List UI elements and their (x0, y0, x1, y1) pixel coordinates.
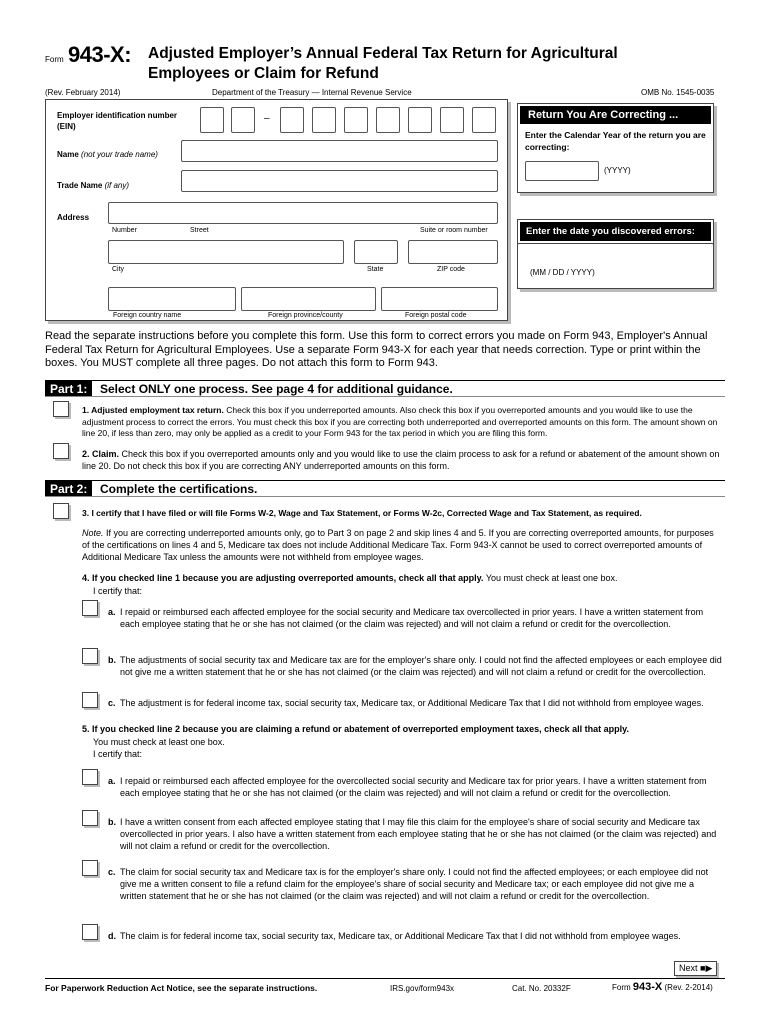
part2-rule (45, 480, 725, 481)
line1-checkbox[interactable] (53, 401, 69, 417)
trade-label-note: (if any) (104, 181, 130, 190)
l5a-letter: a. (108, 776, 116, 786)
ein-label (57, 110, 177, 132)
line4-heading: 4. If you checked line 1 because you are adjusting overreported amounts, check all that apply. (82, 573, 484, 583)
zip-field[interactable] (408, 240, 498, 264)
ein-digit-6[interactable] (376, 107, 400, 133)
zip-label: ZIP code (437, 266, 465, 273)
ein-digit-7[interactable] (408, 107, 432, 133)
part2-rule-under (45, 496, 725, 497)
line2-heading: 2. Claim. (82, 449, 120, 459)
part1-rule (45, 380, 725, 381)
ein-digit-3[interactable] (280, 107, 304, 133)
part2-label: Part 2: (45, 481, 92, 497)
discovered-heading: Enter the date you discovered errors: (520, 222, 711, 241)
footer-rev: (Rev. 2-2014) (664, 983, 713, 992)
line5c-checkbox[interactable] (82, 860, 98, 876)
line4c-checkbox[interactable] (82, 692, 98, 708)
trade-name-label (57, 181, 129, 190)
ein-digit-8[interactable] (440, 107, 464, 133)
state-label: State (367, 266, 384, 273)
line5d-letter (108, 930, 116, 942)
line5a-checkbox[interactable] (82, 769, 98, 785)
name-field[interactable] (181, 140, 498, 162)
number-label: Number (112, 227, 137, 234)
trade-name-field[interactable] (181, 170, 498, 192)
line4a-text: I repaid or reimbursed each affected employee for the social security and Medicare tax overcollected in prior years. I have a written statement from each employee stating that he or she has not claimed (or the claim was rejected) and will not claim a refund or credit for the overcollection. (120, 607, 704, 629)
line5a-text: I repaid or reimbursed each affected employee for the overcollected social security and Medicare tax for prior years. I have a written statement from each employee stating that he or she has not claimed (or the claim was rejected) and will not claim a refund or credit for the overcollection. (120, 776, 707, 798)
trade-label-text: Trade Name (57, 181, 103, 190)
form-number: 943-X: (68, 42, 132, 67)
foreign-postal-label: Foreign postal code (405, 312, 467, 319)
street-label: Street (190, 227, 209, 234)
line5-must: You must check at least one box. (93, 737, 225, 747)
line5d-text: The claim is for federal income tax, social security tax, Medicare tax, or Additional Medicare Tax that I did not withhold from employee wages. (120, 931, 681, 941)
form-title (148, 44, 618, 84)
line5d-checkbox[interactable] (82, 924, 98, 940)
correcting-year-field[interactable] (525, 161, 599, 181)
line4-text (82, 572, 722, 584)
part1-title: Select ONLY one process. See page 4 for additional guidance. (100, 382, 453, 396)
line4b-text: The adjustments of social security tax and Medicare tax are for the employer's share only. I could not find the affected employees or each employee did not give me a written statement that he or she has not claimed (or the claim was rejected) and will not claim a refund or credit for the overcollection. (120, 655, 722, 677)
foreign-postal-field[interactable] (381, 287, 498, 311)
paperwork-notice: For Paperwork Reduction Act Notice, see the separate instructions. (45, 983, 318, 993)
intro-paragraph: Read the separate instructions before you complete this form. Use this form to correct errors you made on Form 943, Employer's Annual Federal Tax Return for Agricultural Employees. Use a separate Form 943-X for each year that needs correction. Type or print within the boxes. You MUST complete all three pages. Do not attach this form to Form 943. (45, 330, 708, 369)
address-street-field[interactable] (108, 202, 498, 224)
city-field[interactable] (108, 240, 344, 264)
line5c-letter (108, 866, 116, 878)
l4b-letter: b. (108, 655, 116, 665)
line5b-letter (108, 816, 116, 828)
part1-label: Part 1: (45, 381, 92, 397)
name-label (57, 150, 158, 159)
cat-number: Cat. No. 20332F (512, 984, 571, 993)
note-word: Note. (82, 528, 104, 538)
ein-digit-1[interactable] (200, 107, 224, 133)
foreign-country-label: Foreign country name (113, 312, 182, 319)
line4b-checkbox[interactable] (82, 648, 98, 664)
state-field[interactable] (354, 240, 398, 264)
line3-checkbox[interactable] (53, 503, 69, 519)
line4a-letter (108, 606, 116, 618)
line5c-text: The claim for social security tax and Medicare tax is for the employer's share only. I could not find the affected employees; or each employee did not give me a written consent to file a refund claim for the employee's share of social security and Medicare tax; or each employee did not give me a written statement that he or she has not claimed (or the claim was rejected) and will not claim a refund or credit for the overcollection. (120, 867, 709, 901)
l5c-letter: c. (108, 867, 116, 877)
correcting-heading: Return You Are Correcting ... (520, 106, 711, 124)
omb-number: OMB No. 1545-0035 (641, 88, 715, 97)
line3-text: 3. I certify that I have filed or will file Forms W-2, Wage and Tax Statement, or Forms W-2c, Corrected Wage and Tax Statement, as required. (82, 508, 642, 518)
l4a-letter: a. (108, 607, 116, 617)
line5a-letter (108, 775, 116, 787)
line5b-text: I have a written consent from each affected employee stating that I may file this claim for the employee's share of social security and Medicare tax overcollected in prior years. I also have a written statement from each employee stating that he or she has not claimed (or the claim was rejected) and will not claim a refund or credit for the overcollection. (120, 817, 717, 851)
title-line-2: Employees or Claim for Refund (148, 65, 379, 82)
name-label-note: (not your trade name) (81, 150, 158, 159)
footer-form-word: Form (612, 983, 631, 992)
line1-text (82, 405, 722, 440)
ein-label-line1: Employer identification number (57, 111, 178, 120)
city-label: City (112, 266, 125, 273)
address-label: Address (57, 213, 90, 222)
next-label: Next (679, 963, 698, 973)
footer-form-id (612, 981, 713, 993)
l5d-letter: d. (108, 931, 116, 941)
foreign-province-field[interactable] (241, 287, 376, 311)
ein-digit-5[interactable] (344, 107, 368, 133)
line4b-letter (108, 654, 116, 666)
correcting-instruction: Enter the Calendar Year of the return you are correcting: (525, 130, 706, 152)
line5-certify: I certify that: (93, 749, 143, 759)
line1-heading: 1. Adjusted employment tax return. (82, 405, 224, 415)
discovered-date-field[interactable] (517, 243, 714, 289)
line5-text (82, 723, 722, 735)
foreign-province-label: Foreign province/county (268, 312, 343, 319)
foreign-country-field[interactable] (108, 287, 236, 311)
date-hint: (MM / DD / YYYY) (530, 268, 595, 277)
department: Department of the Treasury — Internal Revenue Service (212, 88, 412, 97)
suite-label: Suite or room number (420, 227, 488, 234)
line5-heading: 5. If you checked line 2 because you are claiming a refund or abatement of overreported employment taxes, check all that apply. (82, 724, 630, 734)
note-body: If you are correcting underreported amounts only, go to Part 3 on page 2 and skip lines 4 and 5. If you are correcting overreported amounts, for purposes of the certifications on lines 4 and 5, Medicare tax does not include Additional Medicare Tax. Form 943-X cannot be used to correct overreported amounts of Additional Medicare Tax unless the amounts were not withheld from employee wages. (82, 528, 714, 562)
line1-body: Check this box if you underreported amounts. Also check this box if you overreported amounts and you would like to use the adjustment process to correct the errors. You must check this box if you are correcting both underreported and overreported amounts on this form. The amount shown on line 20, if less than zero, may only be applied as a credit to your Form 943 for the tax period in which you are filing this form. (82, 405, 718, 438)
next-button[interactable] (674, 961, 717, 976)
l4c-letter: c. (108, 698, 116, 708)
line4c-letter (108, 697, 116, 709)
line2-checkbox[interactable] (53, 443, 69, 459)
line2-body: Check this box if you overreported amounts only and you would like to use the claim process to ask for a refund or abatement of the amount shown on line 20. Do not check this box if you are correcting ANY underreported amounts on this form. (82, 449, 720, 471)
title-line-1: Adjusted Employer’s Annual Federal Tax Return for Agricultural (148, 45, 618, 62)
line4a-checkbox[interactable] (82, 600, 98, 616)
ein-digit-9[interactable] (472, 107, 496, 133)
part1-rule-under (45, 396, 725, 397)
next-arrow-icon: ■▶ (700, 963, 713, 973)
footer-rule (45, 978, 725, 979)
year-hint: (YYYY) (604, 166, 631, 175)
form-word: Form (45, 55, 64, 64)
line4-certify: I certify that: (93, 586, 143, 596)
ein-digit-2[interactable] (231, 107, 255, 133)
line2-text (82, 448, 722, 472)
name-label-text: Name (57, 150, 79, 159)
part2-title: Complete the certifications. (100, 482, 258, 496)
note-text (82, 527, 722, 563)
ein-label-line2: (EIN) (57, 122, 76, 131)
line4c-text: The adjustment is for federal income tax, social security tax, Medicare tax, or Additional Medicare Tax that I did not withhold from employee wages. (120, 698, 704, 708)
ein-digit-4[interactable] (312, 107, 336, 133)
ein-dash: – (264, 113, 270, 124)
l5b-letter: b. (108, 817, 116, 827)
line5b-checkbox[interactable] (82, 810, 98, 826)
revision-date: (Rev. February 2014) (45, 88, 121, 97)
footer-form-number: 943-X (632, 981, 663, 993)
line4-body: You must check at least one box. (485, 573, 618, 583)
irs-url: IRS.gov/form943x (390, 984, 455, 993)
